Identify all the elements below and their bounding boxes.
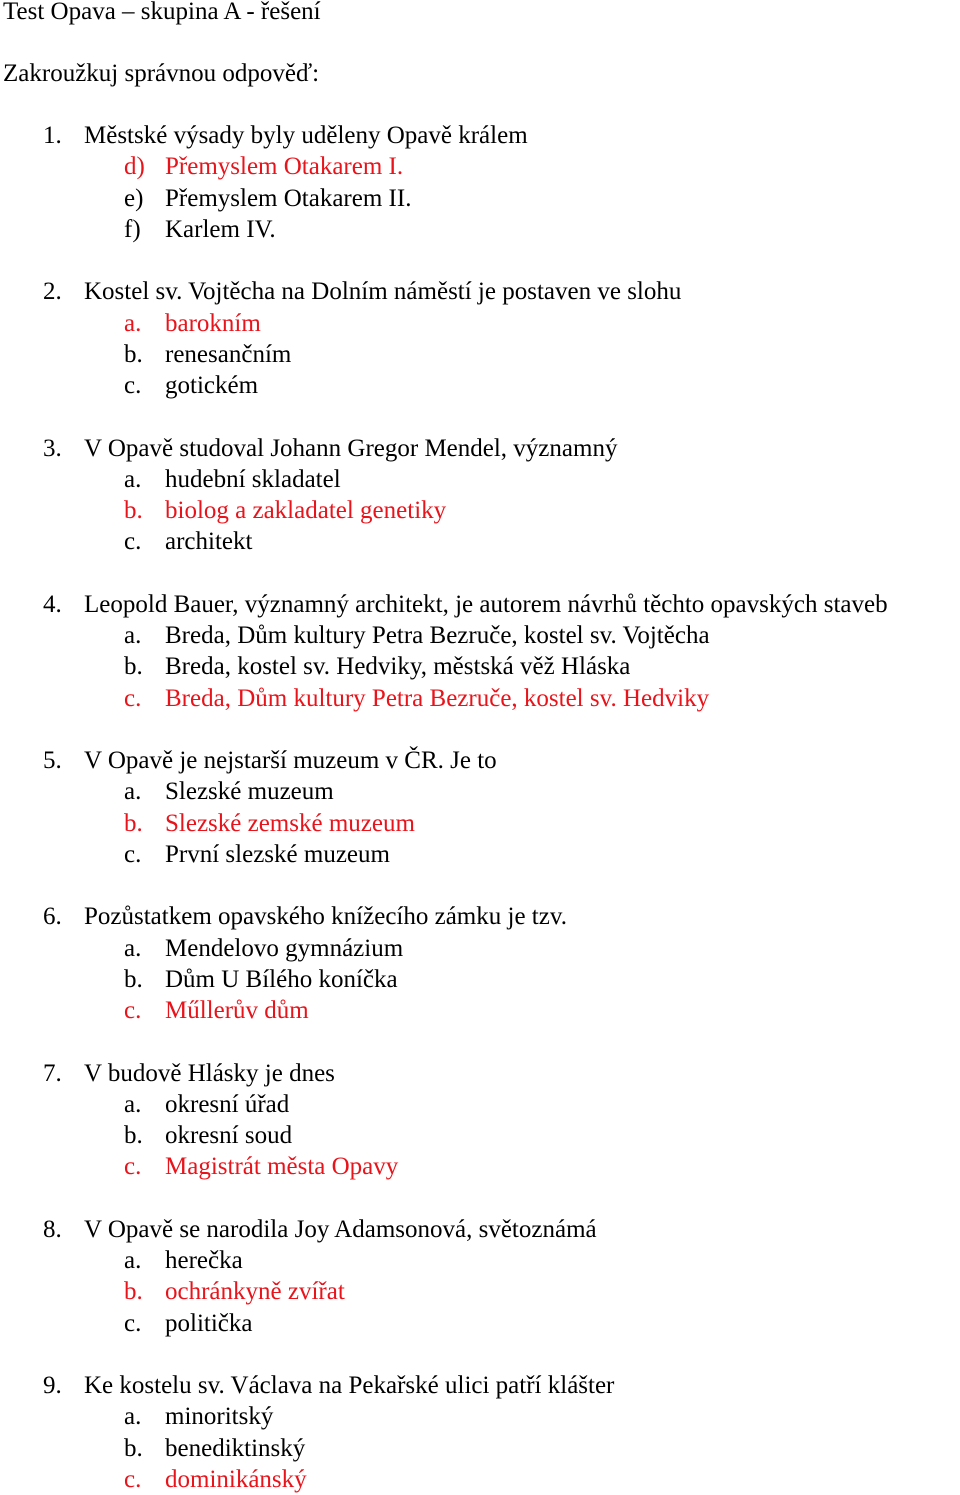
option-label[interactable]: c.	[124, 684, 142, 712]
answer-option[interactable]: herečka	[165, 1247, 243, 1274]
option-label[interactable]: b.	[124, 497, 143, 524]
question-number: 4.	[43, 590, 62, 618]
option-label[interactable]: b.	[124, 965, 143, 993]
question-text: V Opavě studoval Johann Gregor Mendel, významný	[84, 434, 618, 462]
question-number: 9.	[43, 1372, 62, 1399]
question-text: Kostel sv. Vojtěcha na Dolním náměstí je postaven ve slohu	[84, 278, 682, 306]
page-title: Test Opava – skupina A - řešení	[3, 0, 321, 25]
answer-option[interactable]: Přemyslem Otakarem II.	[165, 184, 412, 212]
question-number: 7.	[43, 1059, 62, 1087]
option-label[interactable]: e)	[124, 184, 144, 212]
question-number: 8.	[43, 1215, 62, 1243]
answer-option[interactable]: hudební skladatel	[165, 465, 341, 493]
answer-option[interactable]: Karlem IV.	[165, 215, 276, 243]
option-label[interactable]: b.	[124, 1434, 143, 1462]
answer-option[interactable]: okresní soud	[165, 1122, 293, 1149]
option-label[interactable]: c.	[124, 997, 142, 1024]
option-label[interactable]: b.	[124, 340, 143, 368]
question-number: 2.	[43, 278, 62, 306]
question-text: Městské výsady byly uděleny Opavě králem	[84, 122, 528, 149]
question-text: Leopold Bauer, významný architekt, je autorem návrhů těchto opavských staveb	[84, 590, 888, 618]
option-label[interactable]: f)	[124, 215, 141, 243]
question-number: 3.	[43, 434, 62, 462]
question-text: V budově Hlásky je dnes	[84, 1059, 335, 1087]
correct-answer-option[interactable]: Přemyslem Otakarem I.	[165, 153, 404, 181]
question-number: 6.	[43, 903, 62, 931]
question-text: V Opavě se narodila Joy Adamsonová, světoznámá	[84, 1215, 597, 1243]
answer-option[interactable]: minoritský	[165, 1403, 274, 1431]
option-label[interactable]: c.	[124, 372, 142, 399]
option-label[interactable]: b.	[124, 1278, 143, 1306]
answer-option[interactable]: Breda, Dům kultury Petra Bezruče, kostel sv. Vojtěcha	[165, 622, 710, 649]
option-label[interactable]: a.	[124, 465, 142, 493]
option-label[interactable]: a.	[124, 778, 142, 806]
answer-option[interactable]: Breda, kostel sv. Hedviky, městská věž Hláska	[165, 653, 631, 681]
answer-option[interactable]: Dům U Bílého koníčka	[165, 965, 398, 993]
option-label[interactable]: b.	[124, 1122, 143, 1149]
answer-option[interactable]: renesančním	[165, 340, 292, 368]
option-label[interactable]: d)	[124, 153, 145, 181]
correct-answer-option[interactable]: Magistrát města Opavy	[165, 1153, 399, 1181]
answer-option[interactable]: architekt	[165, 528, 253, 556]
question-text: Ke kostelu sv. Václava na Pekařské ulici patří klášter	[84, 1372, 615, 1399]
option-label[interactable]: a.	[124, 1247, 142, 1274]
correct-answer-option[interactable]: dominikánský	[165, 1465, 307, 1493]
option-label[interactable]: a.	[124, 309, 142, 337]
correct-answer-option[interactable]: Műllerův dům	[165, 997, 309, 1024]
option-label[interactable]: c.	[124, 1465, 142, 1493]
option-label[interactable]: b.	[124, 653, 143, 681]
answer-option[interactable]: První slezské muzeum	[165, 840, 390, 868]
answer-option[interactable]: okresní úřad	[165, 1090, 290, 1118]
question-text: V Opavě je nejstarší muzeum v ČR. Je to	[84, 747, 497, 774]
option-label[interactable]: b.	[124, 809, 143, 837]
question-number: 5.	[43, 747, 62, 774]
answer-option[interactable]: gotickém	[165, 372, 259, 399]
option-label[interactable]: a.	[124, 934, 142, 962]
question-text: Pozůstatkem opavského knížecího zámku je tzv.	[84, 903, 567, 931]
correct-answer-option[interactable]: ochránkyně zvířat	[165, 1278, 345, 1306]
correct-answer-option[interactable]: barokním	[165, 309, 261, 337]
option-label[interactable]: a.	[124, 622, 142, 649]
instruction: Zakroužkuj správnou odpověď:	[3, 60, 320, 87]
answer-option[interactable]: Mendelovo gymnázium	[165, 934, 404, 962]
answer-option[interactable]: Slezské muzeum	[165, 778, 334, 806]
option-label[interactable]: c.	[124, 1309, 142, 1337]
question-number: 1.	[43, 122, 62, 149]
option-label[interactable]: a.	[124, 1090, 142, 1118]
option-label[interactable]: a.	[124, 1403, 142, 1431]
correct-answer-option[interactable]: Slezské zemské muzeum	[165, 809, 415, 837]
answer-option[interactable]: politička	[165, 1309, 253, 1337]
answer-option[interactable]: benediktinský	[165, 1434, 306, 1462]
correct-answer-option[interactable]: biolog a zakladatel genetiky	[165, 497, 447, 524]
option-label[interactable]: c.	[124, 840, 142, 868]
option-label[interactable]: c.	[124, 528, 142, 556]
option-label[interactable]: c.	[124, 1153, 142, 1181]
correct-answer-option[interactable]: Breda, Dům kultury Petra Bezruče, kostel sv. Hedviky	[165, 684, 710, 712]
